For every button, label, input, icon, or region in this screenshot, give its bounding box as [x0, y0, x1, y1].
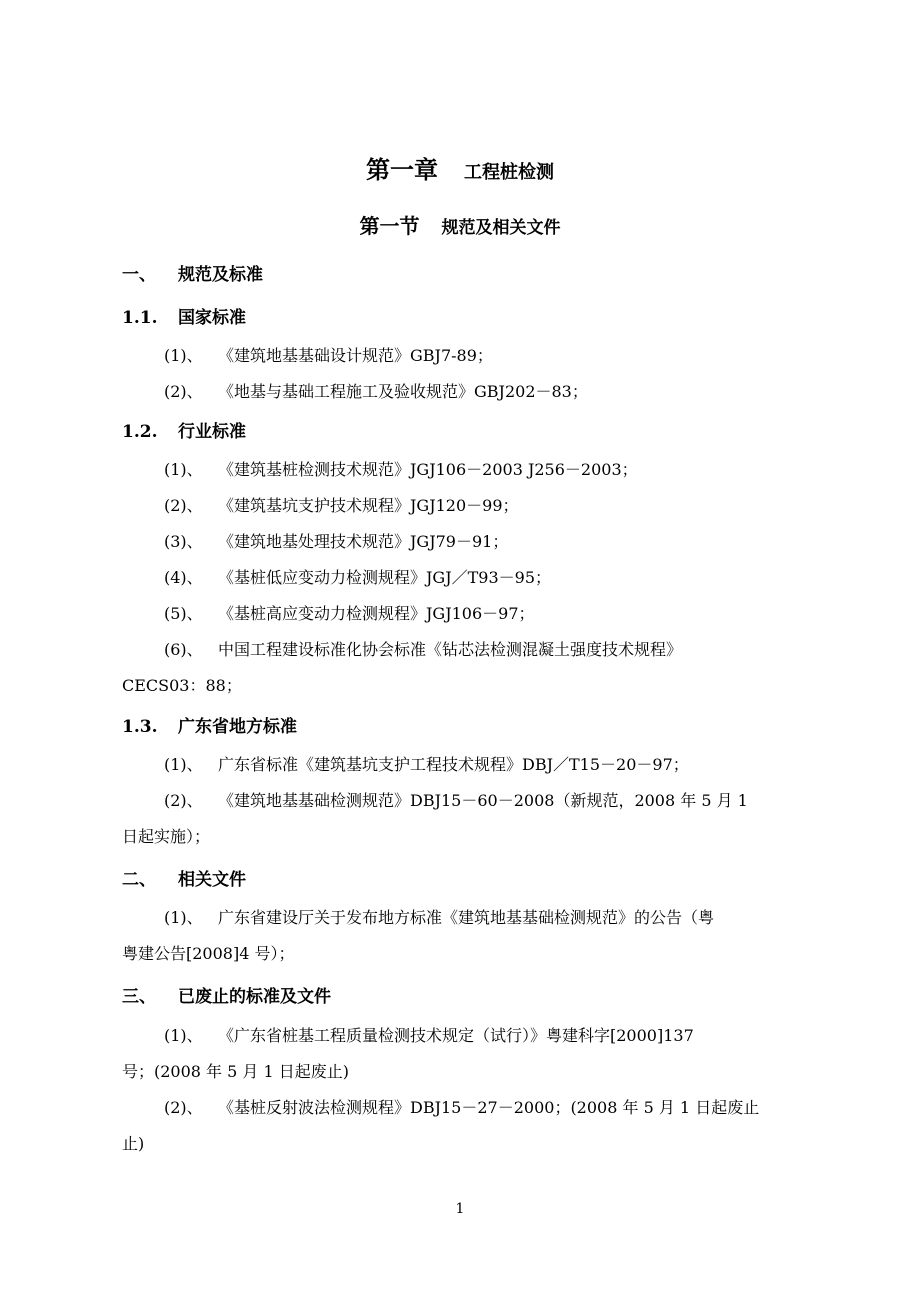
- list-item: [164, 606, 535, 622]
- list-item: [164, 534, 508, 550]
- heading-part-3: [122, 989, 331, 1006]
- section-title: [0, 216, 920, 237]
- heading-part-1: [122, 267, 263, 284]
- item-text: 《建筑地基处理技术规范》JGJ79－91；: [218, 532, 509, 551]
- list-item: [164, 910, 714, 926]
- item-text: 《建筑地基基础检测规范》DBJ15－60－2008（新规范，2008 年 5 月 1: [218, 791, 748, 810]
- heading-label: 1.2.: [122, 422, 158, 442]
- heading-text: 行业标准: [178, 422, 246, 442]
- chapter-number: 第一章: [366, 155, 438, 184]
- list-item: [164, 570, 551, 586]
- heading-label: 三、: [122, 987, 156, 1007]
- chapter-name: 工程桩检测: [464, 162, 554, 183]
- item-text: 广东省标准《建筑基坑支护工程技术规程》DBJ／T15－20－97；: [218, 755, 689, 774]
- section-number: 第一节: [359, 214, 420, 238]
- item-number: (6)、: [164, 640, 203, 659]
- item-number: (2)、: [164, 1098, 203, 1117]
- heading-label: 一、: [122, 265, 156, 285]
- list-item: [164, 462, 638, 478]
- item-text: 《广东省桩基工程质量检测技术规定（试行）》粤建科字[2000]137: [218, 1026, 694, 1045]
- item-number: (1)、: [164, 346, 203, 365]
- heading-text: 相关文件: [178, 870, 246, 890]
- item-number: (2)、: [164, 791, 203, 810]
- item-text: 《基桩低应变动力检测规程》JGJ／T93－95；: [218, 568, 552, 587]
- section-name: 规范及相关文件: [441, 218, 561, 238]
- heading-1-2: [122, 424, 246, 441]
- heading-1-3: [122, 719, 297, 736]
- chapter-title: [0, 155, 920, 184]
- item-number: (1)、: [164, 755, 203, 774]
- item-continuation: 止): [122, 1134, 145, 1153]
- item-number: (5)、: [164, 604, 203, 623]
- item-number: (4)、: [164, 568, 203, 587]
- list-item: [164, 498, 519, 514]
- heading-1-1: [122, 310, 246, 327]
- item-text: 《地基与基础工程施工及验收规范》GBJ202－83；: [218, 382, 588, 401]
- item-number: (2)、: [164, 382, 203, 401]
- heading-text: 国家标准: [178, 308, 246, 328]
- list-item: [164, 757, 689, 773]
- item-continuation: 日起实施）；: [122, 827, 211, 846]
- heading-label: 二、: [122, 870, 156, 890]
- list-item: [164, 348, 493, 364]
- list-item: [164, 642, 682, 658]
- item-continuation: 号；(2008 年 5 月 1 日起废止): [122, 1062, 349, 1081]
- item-text: 《建筑地基基础设计规范》GBJ7-89；: [218, 346, 493, 365]
- heading-label: 1.1.: [122, 308, 158, 328]
- heading-part-2: [122, 872, 246, 889]
- item-text: 《建筑基坑支护技术规程》JGJ120－99；: [218, 496, 519, 515]
- list-item: [164, 1028, 694, 1044]
- item-number: (2)、: [164, 496, 203, 515]
- item-text: 《基桩反射波法检测规程》DBJ15－27－2000；(2008 年 5 月 1 日起废止: [218, 1098, 760, 1117]
- item-continuation: CECS03：88；: [122, 676, 242, 695]
- list-item: [164, 1100, 759, 1116]
- item-text: 广东省建设厅关于发布地方标准《建筑地基基础检测规范》的公告（粤: [218, 908, 715, 927]
- item-number: (1)、: [164, 908, 203, 927]
- item-text: 中国工程建设标准化协会标准《钻芯法检测混凝土强度技术规程》: [218, 640, 683, 659]
- item-number: (1)、: [164, 1026, 203, 1045]
- heading-text: 广东省地方标准: [178, 717, 297, 737]
- heading-text: 已废止的标准及文件: [178, 987, 331, 1007]
- list-item: [164, 384, 588, 400]
- item-text: 《基桩高应变动力检测规程》JGJ106－97；: [218, 604, 535, 623]
- list-item: [164, 793, 748, 809]
- item-number: (3)、: [164, 532, 203, 551]
- page-number: 1: [455, 1201, 465, 1217]
- item-number: (1)、: [164, 460, 203, 479]
- item-continuation: 粤建公告[2008]4 号）；: [122, 944, 295, 963]
- heading-text: 规范及标准: [178, 265, 263, 285]
- item-text: 《建筑基桩检测技术规范》JGJ106－2003 J256－2003；: [218, 460, 638, 479]
- heading-label: 1.3.: [122, 717, 158, 737]
